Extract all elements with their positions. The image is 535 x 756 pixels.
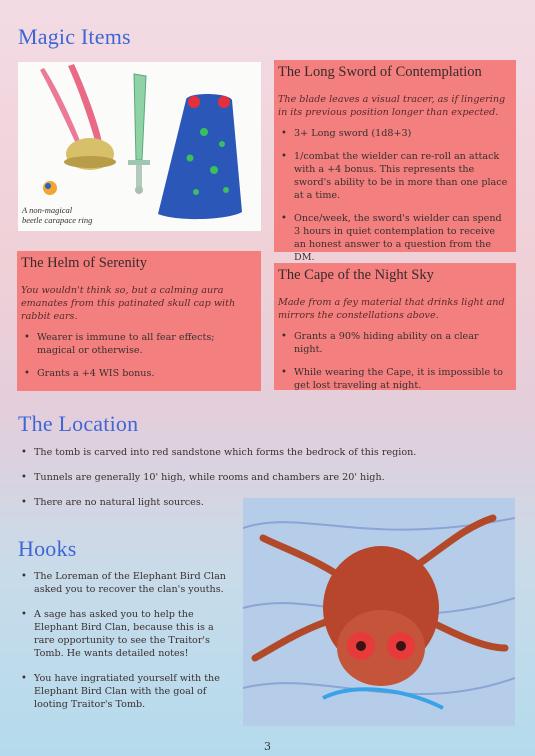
item-card-long-sword <box>274 60 516 263</box>
section-title-hooks: Hooks <box>18 536 77 561</box>
item-properties <box>278 330 510 392</box>
elephant-bird-monster-illustration <box>243 498 515 726</box>
section-title-magic-items: Magic Items <box>18 24 131 49</box>
list-item: • 3+ Long sword (1d8+3) <box>278 127 510 140</box>
item-card-cape <box>274 263 516 390</box>
list-item: • You have ingratiated yourself with the Elephant Bird Clan with the goal of looting Traitor's Tomb. <box>18 672 230 711</box>
item-properties <box>21 331 255 380</box>
item-title: The Long Sword of Contemplation <box>278 64 482 80</box>
item-title: The Cape of the Night Sky <box>278 267 434 283</box>
hooks-list <box>18 570 230 723</box>
list-item: • Grants a 90% hiding ability on a clear night. <box>278 330 510 356</box>
list-item: • The tomb is carved into red sandstone which forms the bedrock of this region. <box>18 446 518 459</box>
sword-icon <box>134 74 146 160</box>
list-item: • 1/combat the wielder can re-roll an attack with a +4 bonus. This represents the sword's ability to be in more than one place at a time. <box>278 150 510 202</box>
list-item: • Wearer is immune to all fear effects; magical or otherwise. <box>21 331 255 357</box>
monster-art <box>243 498 515 726</box>
list-item: • While wearing the Cape, it is impossible to get lost traveling at night. <box>278 366 510 392</box>
list-item: • The Loreman of the Elephant Bird Clan asked you to recover the clan's youths. <box>18 570 230 596</box>
item-description: You wouldn't think so, but a calming aura emanates from this patinated skull cap with rabbit ears. <box>21 285 236 322</box>
page-number: 3 <box>264 740 271 753</box>
section-title-location: The Location <box>18 411 139 436</box>
item-properties <box>278 127 510 264</box>
cape-icon <box>158 94 242 219</box>
item-description: Made from a fey material that drinks light and mirrors the constellations above. <box>278 297 505 321</box>
list-item: • Grants a +4 WIS bonus. <box>21 367 255 380</box>
illustration-caption: A non-magical beetle carapace ring <box>22 205 93 225</box>
list-item: • Once/week, the sword's wielder can spend 3 hours in quiet contemplation to receive an honest answer to a question from the DM. <box>278 212 510 264</box>
item-description: The blade leaves a visual tracer, as if lingering in its previous position longer than expected. <box>278 94 506 118</box>
item-card-helm <box>17 251 261 391</box>
list-item: • A sage has asked you to help the Elephant Bird Clan, because this is a rare opportunity to see the Traitor's Tomb. He wants detailed notes! <box>18 608 230 660</box>
list-item: • Tunnels are generally 10' high, while rooms and chambers are 20' high. <box>18 471 518 484</box>
magic-items-illustration <box>18 62 261 231</box>
item-title: The Helm of Serenity <box>21 255 148 271</box>
list-item: • There are no natural light sources. <box>18 496 518 509</box>
